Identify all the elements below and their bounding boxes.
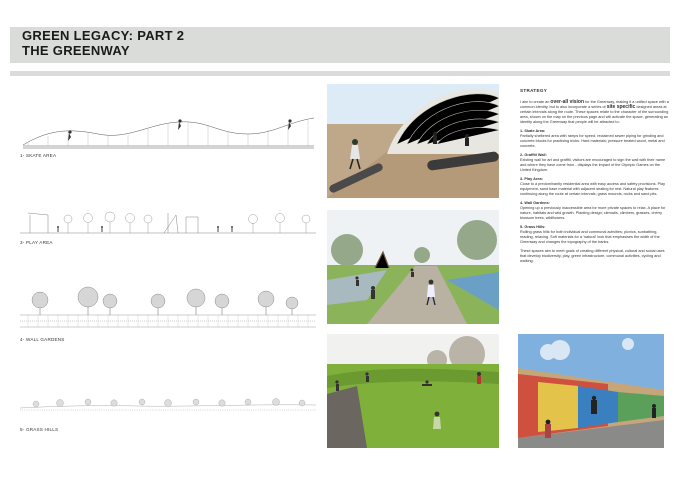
skate-area-render — [327, 84, 499, 198]
page-subtitle: THE GREENWAY — [22, 43, 130, 58]
page-title: GREEN LEGACY: PART 2 — [22, 28, 185, 43]
item-body: Partially sheltered area with ramps for speed, reclaimed sewer piping for grinding and concrete blocks for practising tricks. Hard materials; pressure treated wood, metal and concrete. — [520, 134, 665, 149]
strategy-item — [520, 177, 670, 197]
intro-text: designed areas at certain intervals along the route. These spaces relate to the character of the surrounding area, shown on the map on the previous page and will activate the space, generating an identity along the Greenway that people will be attracted to: — [520, 105, 669, 125]
intro-emphasis: site specific — [606, 104, 636, 111]
item-heading: 2- Graffiti Wall: — [520, 153, 547, 158]
strategy-intro — [520, 100, 670, 125]
strategy-item — [520, 225, 670, 245]
item-body: Close to a predominantly residential area with easy access and safety provisions. Play equipment, sand base material with adjacent seating for rest. Natural play features continuing along the route at certain intervals; grass mounds, rocks and sand pits. — [520, 182, 665, 197]
intro-emphasis: over-all vision — [550, 99, 585, 106]
grass-hills-render — [327, 334, 499, 448]
intro-text: for the Greenway, making it a unified space with a common identity, but to also incorporate a series of — [520, 100, 669, 110]
strategy-item — [520, 129, 670, 149]
section-label-grass-hills: 5- GRASS HILLS — [20, 427, 59, 432]
item-heading: 1- Skate Area: — [520, 129, 546, 134]
item-heading: 5- Grass Hills: — [520, 225, 546, 230]
wall-gardens-elevation — [18, 285, 318, 331]
item-heading: 3- Play Area: — [520, 177, 543, 182]
title-band — [10, 27, 670, 63]
section-label-play: 3- PLAY AREA — [20, 240, 53, 245]
graffiti-wall-photo — [518, 334, 664, 448]
item-body: Existing wall for art and graffiti, visitors are encouraged to sign the wall with their name and where they have come from - displays the impact of the Olympic Games on the United Kingdom. — [520, 158, 666, 173]
intro-text: I aim to create an — [520, 100, 550, 105]
skate-area-elevation — [18, 108, 318, 150]
play-area-render — [327, 210, 499, 324]
play-area-elevation — [18, 205, 318, 237]
strategy-closing: These spaces aim to meet goals of creating different physical, cultural and social uses that develop biodiversity, play, green infrastructure, communal activities, cycling and walking. — [520, 249, 665, 264]
item-body: Opening up a previously inaccessible area for more private spaces to relax. A place for nature, habitats and wild growth. Planting design; clematis, climbers, grasses, cherry blossom trees, wildflowers. — [520, 206, 666, 221]
item-heading: 4- Wall Gardens: — [520, 201, 550, 206]
strategy-item — [520, 201, 670, 221]
grass-hills-elevation — [18, 390, 318, 414]
section-label-wall-gardens: 4- WALL GARDENS — [20, 337, 65, 342]
strategy-text — [520, 88, 670, 268]
strategy-item — [520, 153, 670, 173]
section-label-skate: 1- SKATE AREA — [20, 153, 57, 158]
item-body: Rolling grass hills for both individual and communal activities; picnics, sunbathing, reading, relaxing. Soft materials for a 'natural' look that emphasises the width of the Greenway and changes the topography of the banks. — [520, 230, 660, 245]
strategy-heading: STRATEGY — [520, 88, 548, 93]
header-rule — [10, 71, 670, 76]
